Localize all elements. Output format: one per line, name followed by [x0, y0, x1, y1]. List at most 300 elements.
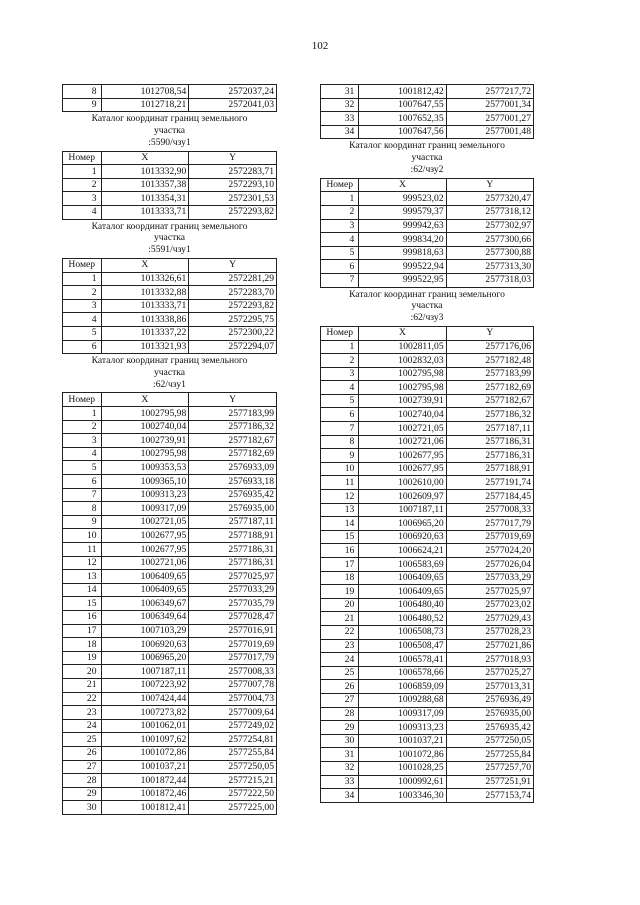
table-row [321, 422, 534, 436]
table-row [321, 112, 534, 126]
table-row [321, 462, 534, 476]
y-coordinate: 2577182,67 [189, 434, 277, 448]
point-number: 13 [321, 503, 359, 517]
table-row [63, 434, 277, 448]
y-coordinate: 2577225,00 [189, 801, 277, 815]
y-coordinate: 2577318,03 [446, 273, 533, 287]
point-number: 9 [63, 98, 102, 112]
table-row [321, 449, 534, 463]
x-coordinate: 1001062,01 [101, 719, 189, 733]
x-coordinate: 1006965,20 [359, 517, 446, 531]
point-number: 3 [63, 299, 102, 313]
table-row [321, 571, 534, 585]
x-coordinate: 999522,94 [359, 260, 446, 274]
table-row [321, 544, 534, 558]
y-coordinate: 2572293,82 [189, 205, 277, 219]
x-coordinate: 1002677,95 [101, 529, 189, 543]
x-coordinate: 1013354,31 [101, 192, 189, 206]
x-coordinate: 1001037,21 [359, 734, 446, 748]
y-coordinate: 2572301,53 [189, 192, 277, 206]
x-coordinate: 1013338,86 [101, 313, 189, 327]
y-coordinate: 2577025,97 [446, 585, 533, 599]
point-number: 5 [321, 246, 359, 260]
catalog-section [320, 289, 534, 803]
table-row [63, 313, 277, 327]
table-row [63, 760, 277, 774]
point-number: 7 [321, 273, 359, 287]
point-number: 1 [321, 340, 359, 354]
table-row [321, 530, 534, 544]
point-number: 3 [321, 367, 359, 381]
point-number: 4 [63, 447, 102, 461]
y-coordinate: 2577013,31 [446, 680, 533, 694]
y-coordinate: 2577007,78 [189, 678, 277, 692]
point-number: 14 [63, 583, 102, 597]
table-row [321, 693, 534, 707]
point-number: 17 [321, 558, 359, 572]
x-coordinate: 1006859,09 [359, 680, 446, 694]
point-number: 27 [63, 760, 102, 774]
y-coordinate: 2576935,42 [189, 488, 277, 502]
point-number: 21 [63, 678, 102, 692]
table-row [63, 205, 277, 219]
x-coordinate: 1009365,10 [101, 475, 189, 489]
table-header-row [63, 393, 277, 407]
x-coordinate: 1000992,61 [359, 775, 446, 789]
point-number: 31 [321, 748, 359, 762]
point-number: 23 [63, 706, 102, 720]
x-coordinate: 1002721,06 [101, 556, 189, 570]
table-row [321, 246, 534, 260]
table-row [321, 98, 534, 112]
table-row [63, 178, 277, 192]
column-header-y: Y [189, 258, 277, 272]
point-number: 2 [321, 205, 359, 219]
y-coordinate: 2577250,05 [446, 734, 533, 748]
x-coordinate: 1001812,42 [359, 85, 446, 99]
x-coordinate: 999522,95 [359, 273, 446, 287]
x-coordinate: 1002739,91 [359, 394, 446, 408]
y-coordinate: 2577255,84 [189, 746, 277, 760]
coordinate-table [320, 178, 534, 288]
point-number: 12 [321, 490, 359, 504]
table-row [321, 219, 534, 233]
column-header-y: Y [189, 151, 277, 165]
x-coordinate: 1002677,95 [359, 462, 446, 476]
x-coordinate: 1006349,67 [101, 597, 189, 611]
y-coordinate: 2577222,50 [189, 787, 277, 801]
y-coordinate: 2577004,73 [189, 692, 277, 706]
table-row [63, 299, 277, 313]
table-row [63, 774, 277, 788]
table-row [63, 502, 277, 516]
x-coordinate: 1012718,21 [101, 98, 189, 112]
caption-line: :62/чзу2 [410, 163, 444, 175]
table-row [321, 789, 534, 803]
x-coordinate: 1006480,52 [359, 612, 446, 626]
y-coordinate: 2577320,47 [446, 192, 533, 206]
table-row [321, 476, 534, 490]
column-header-num: Номер [321, 178, 359, 192]
point-number: 3 [63, 192, 102, 206]
point-number: 1 [63, 165, 102, 179]
y-coordinate: 2577001,27 [446, 112, 533, 126]
caption-line: участка [411, 152, 443, 164]
table-row [63, 192, 277, 206]
table-row [321, 517, 534, 531]
x-coordinate: 1002795,98 [359, 381, 446, 395]
table-row [321, 233, 534, 247]
y-coordinate: 2577024,20 [446, 544, 533, 558]
table-row [63, 85, 277, 99]
table-row [63, 515, 277, 529]
table-header-row [63, 258, 277, 272]
column-header-num: Номер [63, 151, 102, 165]
x-coordinate: 1002721,06 [359, 435, 446, 449]
column-header-y: Y [446, 178, 533, 192]
table-row [63, 447, 277, 461]
x-coordinate: 1007652,35 [359, 112, 446, 126]
y-coordinate: 2577188,91 [189, 529, 277, 543]
table-row [63, 488, 277, 502]
point-number: 33 [321, 775, 359, 789]
y-coordinate: 2577318,12 [446, 205, 533, 219]
table-row [63, 801, 277, 815]
x-coordinate: 1009317,09 [359, 707, 446, 721]
table-row [321, 367, 534, 381]
y-coordinate: 2577017,79 [446, 517, 533, 531]
y-coordinate: 2577191,74 [446, 476, 533, 490]
point-number: 26 [321, 680, 359, 694]
x-coordinate: 1006920,63 [359, 530, 446, 544]
table-row [321, 125, 534, 139]
caption-line: :5590/чзу1 [148, 136, 191, 148]
point-number: 15 [321, 530, 359, 544]
x-coordinate: 1002609,97 [359, 490, 446, 504]
table-row [321, 381, 534, 395]
column-header-num: Номер [63, 258, 102, 272]
y-coordinate: 2577033,29 [446, 571, 533, 585]
y-coordinate: 2577026,04 [446, 558, 533, 572]
table-row [63, 326, 277, 340]
y-coordinate: 2577001,48 [446, 125, 533, 139]
point-number: 18 [321, 571, 359, 585]
point-number: 5 [321, 394, 359, 408]
x-coordinate: 1006578,41 [359, 653, 446, 667]
column-header-y: Y [446, 326, 533, 340]
column-header-num: Номер [63, 393, 102, 407]
y-coordinate: 2572295,75 [189, 313, 277, 327]
table-row [63, 475, 277, 489]
point-number: 34 [321, 125, 359, 139]
y-coordinate: 2577249,02 [189, 719, 277, 733]
coordinate-table [62, 151, 277, 220]
coordinate-table [62, 392, 277, 814]
table-row [63, 529, 277, 543]
point-number: 28 [63, 774, 102, 788]
point-number: 30 [321, 734, 359, 748]
point-number: 3 [63, 434, 102, 448]
table-row [321, 625, 534, 639]
table-row [63, 165, 277, 179]
table-row [321, 490, 534, 504]
table-row [63, 651, 277, 665]
point-number: 25 [63, 733, 102, 747]
point-number: 5 [63, 461, 102, 475]
table-row [321, 435, 534, 449]
table-row [63, 665, 277, 679]
coordinate-table [62, 258, 277, 354]
x-coordinate: 1007273,82 [101, 706, 189, 720]
x-coordinate: 999834,20 [359, 233, 446, 247]
y-coordinate: 2577186,32 [446, 408, 533, 422]
y-coordinate: 2577183,99 [189, 407, 277, 421]
x-coordinate: 999523,02 [359, 192, 446, 206]
table-row [63, 407, 277, 421]
x-coordinate: 1001037,21 [101, 760, 189, 774]
y-coordinate: 2577300,88 [446, 246, 533, 260]
y-coordinate: 2577188,91 [446, 462, 533, 476]
point-number: 19 [321, 585, 359, 599]
catalog-caption [62, 355, 277, 390]
table-row [63, 461, 277, 475]
table-row [321, 408, 534, 422]
table-row [63, 719, 277, 733]
x-coordinate: 1002677,95 [359, 449, 446, 463]
caption-line: Каталог координат границ земельного [91, 355, 248, 367]
y-coordinate: 2572281,29 [189, 272, 277, 286]
y-coordinate: 2577009,64 [189, 706, 277, 720]
table-row [63, 543, 277, 557]
table-row [321, 680, 534, 694]
coordinate-table [62, 84, 277, 112]
catalog-section [62, 221, 277, 355]
point-number: 8 [321, 435, 359, 449]
point-number: 2 [63, 420, 102, 434]
table-row [321, 653, 534, 667]
x-coordinate: 999818,63 [359, 246, 446, 260]
point-number: 26 [63, 746, 102, 760]
caption-line: Каталог координат границ земельного [91, 220, 248, 232]
y-coordinate: 2577215,21 [189, 774, 277, 788]
point-number: 12 [63, 556, 102, 570]
column-header-x: X [101, 393, 189, 407]
x-coordinate: 1006508,47 [359, 639, 446, 653]
table-row [321, 354, 534, 368]
table-row [63, 746, 277, 760]
x-coordinate: 1002795,98 [359, 367, 446, 381]
caption-line: :62/чзу3 [410, 312, 444, 324]
y-coordinate: 2577029,43 [446, 612, 533, 626]
y-coordinate: 2572293,82 [189, 299, 277, 313]
y-coordinate: 2577021,86 [446, 639, 533, 653]
table-row [321, 585, 534, 599]
table-header-row [321, 326, 534, 340]
point-number: 1 [63, 272, 102, 286]
x-coordinate: 1001812,41 [101, 801, 189, 815]
y-coordinate: 2577025,97 [189, 570, 277, 584]
y-coordinate: 2577254,81 [189, 733, 277, 747]
y-coordinate: 2577008,33 [189, 665, 277, 679]
x-coordinate: 1002811,05 [359, 340, 446, 354]
x-coordinate: 1001097,62 [101, 733, 189, 747]
point-number: 19 [63, 651, 102, 665]
point-number: 25 [321, 666, 359, 680]
point-number: 11 [63, 543, 102, 557]
table-row [321, 394, 534, 408]
y-coordinate: 2577018,93 [446, 653, 533, 667]
x-coordinate: 1006409,65 [101, 570, 189, 584]
point-number: 11 [321, 476, 359, 490]
table-row [321, 273, 534, 287]
y-coordinate: 2577028,23 [446, 625, 533, 639]
y-coordinate: 2577153,74 [446, 789, 533, 803]
y-coordinate: 2577302,97 [446, 219, 533, 233]
catalog-section [320, 140, 534, 287]
point-number: 34 [321, 789, 359, 803]
x-coordinate: 1001872,44 [101, 774, 189, 788]
catalog-caption [320, 140, 534, 175]
table-row [321, 85, 534, 99]
catalog-section [62, 84, 277, 112]
x-coordinate: 1007187,11 [101, 665, 189, 679]
y-coordinate: 2577183,99 [446, 367, 533, 381]
table-row [63, 638, 277, 652]
x-coordinate: 1002795,98 [101, 447, 189, 461]
left-column [62, 84, 277, 815]
y-coordinate: 2577251,91 [446, 775, 533, 789]
x-coordinate: 1006578,66 [359, 666, 446, 680]
y-coordinate: 2577182,69 [446, 381, 533, 395]
y-coordinate: 2572037,24 [189, 85, 277, 99]
page-number: 102 [311, 40, 329, 52]
x-coordinate: 1007647,56 [359, 125, 446, 139]
caption-line: Каталог координат границ земельного [91, 113, 248, 125]
caption-line: :5591/чзу1 [148, 244, 191, 256]
x-coordinate: 1003346,30 [359, 789, 446, 803]
y-coordinate: 2577250,05 [189, 760, 277, 774]
caption-line: участка [153, 366, 186, 378]
x-coordinate: 1001028,25 [359, 761, 446, 775]
x-coordinate: 1013321,93 [101, 340, 189, 354]
point-number: 14 [321, 517, 359, 531]
x-coordinate: 1009313,23 [101, 488, 189, 502]
column-header-x: X [359, 178, 446, 192]
y-coordinate: 2577313,30 [446, 260, 533, 274]
y-coordinate: 2577182,69 [189, 447, 277, 461]
y-coordinate: 2576935,42 [446, 721, 533, 735]
x-coordinate: 1009313,23 [359, 721, 446, 735]
y-coordinate: 2576935,00 [189, 502, 277, 516]
y-coordinate: 2577182,48 [446, 354, 533, 368]
x-coordinate: 1002795,98 [101, 407, 189, 421]
point-number: 31 [321, 85, 359, 99]
x-coordinate: 1009288,68 [359, 693, 446, 707]
point-number: 13 [63, 570, 102, 584]
table-row [63, 340, 277, 354]
point-number: 7 [321, 422, 359, 436]
point-number: 4 [63, 205, 102, 219]
y-coordinate: 2572300,22 [189, 326, 277, 340]
point-number: 27 [321, 693, 359, 707]
y-coordinate: 2576933,18 [189, 475, 277, 489]
x-coordinate: 1012708,54 [101, 85, 189, 99]
table-row [63, 787, 277, 801]
y-coordinate: 2572283,71 [189, 165, 277, 179]
caption-line: участка [153, 232, 186, 244]
table-row [63, 286, 277, 300]
catalog-section [62, 113, 277, 219]
y-coordinate: 2577033,29 [189, 583, 277, 597]
point-number: 22 [321, 625, 359, 639]
table-row [63, 583, 277, 597]
point-number: 10 [63, 529, 102, 543]
point-number: 4 [321, 233, 359, 247]
x-coordinate: 1006583,69 [359, 558, 446, 572]
point-number: 6 [63, 475, 102, 489]
caption-line: Каталог координат границ земельного [349, 288, 505, 300]
table-row [321, 721, 534, 735]
table-row [321, 558, 534, 572]
catalog-caption [62, 113, 277, 148]
x-coordinate: 1007223,92 [101, 678, 189, 692]
column-header-y: Y [189, 393, 277, 407]
column-header-num: Номер [321, 326, 359, 340]
catalog-section [62, 355, 277, 815]
point-number: 30 [63, 801, 102, 815]
x-coordinate: 1009353,53 [101, 461, 189, 475]
point-number: 24 [63, 719, 102, 733]
y-coordinate: 2577186,31 [446, 449, 533, 463]
x-coordinate: 1006409,65 [101, 583, 189, 597]
point-number: 20 [63, 665, 102, 679]
table-header-row [63, 151, 277, 165]
table-row [321, 666, 534, 680]
x-coordinate: 999579,37 [359, 205, 446, 219]
x-coordinate: 1006409,65 [359, 585, 446, 599]
x-coordinate: 1002721,05 [101, 515, 189, 529]
point-number: 22 [63, 692, 102, 706]
point-number: 2 [63, 286, 102, 300]
x-coordinate: 1009317,09 [101, 502, 189, 516]
table-row [321, 340, 534, 354]
point-number: 17 [63, 624, 102, 638]
y-coordinate: 2577257,70 [446, 761, 533, 775]
x-coordinate: 1001072,86 [101, 746, 189, 760]
catalog-caption [62, 221, 277, 256]
caption-line: участка [153, 124, 186, 136]
point-number: 2 [321, 354, 359, 368]
column-header-x: X [359, 326, 446, 340]
y-coordinate: 2577016,91 [189, 624, 277, 638]
point-number: 6 [63, 340, 102, 354]
catalog-caption [320, 289, 534, 324]
point-number: 8 [63, 502, 102, 516]
y-coordinate: 2577217,72 [446, 85, 533, 99]
y-coordinate: 2577019,69 [189, 638, 277, 652]
x-coordinate: 1002739,91 [101, 434, 189, 448]
table-row [321, 639, 534, 653]
point-number: 6 [321, 408, 359, 422]
table-row [321, 205, 534, 219]
y-coordinate: 2577186,32 [189, 420, 277, 434]
x-coordinate: 1002832,03 [359, 354, 446, 368]
y-coordinate: 2577035,79 [189, 597, 277, 611]
x-coordinate: 1002721,05 [359, 422, 446, 436]
point-number: 9 [321, 449, 359, 463]
x-coordinate: 1013333,71 [101, 299, 189, 313]
table-header-row [321, 178, 534, 192]
